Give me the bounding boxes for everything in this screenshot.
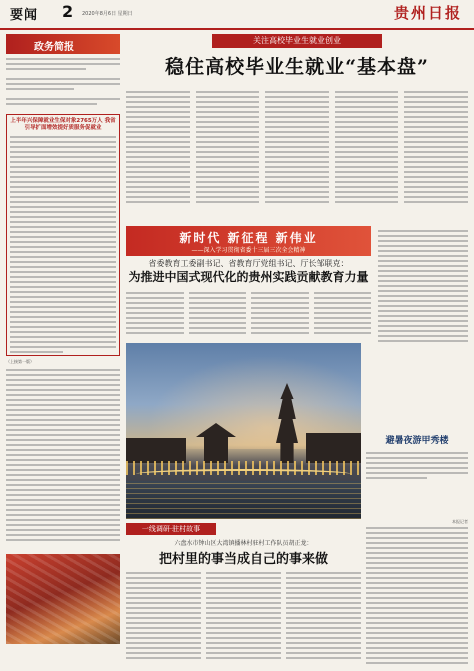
photo-caption-title: 避暑夜游甲秀楼 bbox=[385, 436, 449, 446]
page-number: 2 bbox=[62, 2, 74, 21]
feature-banner-main: 新时代 新征程 新伟业 bbox=[179, 231, 318, 245]
feature-sub-headline: 省委教育工委副书记、省教育厅党组书记、厅长邹联克： bbox=[148, 259, 349, 268]
bottom-kicker: 一线调研·驻村故事 bbox=[126, 523, 216, 535]
main-body bbox=[126, 87, 468, 205]
feature-headline: 为推进中国式现代化的贵州实践贡献教育力量 bbox=[128, 270, 369, 284]
brief-box bbox=[6, 114, 120, 356]
feature-body bbox=[126, 288, 371, 338]
bottom-headline: 把村里的事当成自己的事来做 bbox=[158, 552, 328, 567]
brief-banner: 政务简报 bbox=[6, 34, 120, 54]
river-reflection bbox=[126, 481, 361, 519]
bottom-sub-headline: 六盘水市钟山区大湾镇播林村驻村工作队员胡正龙： bbox=[174, 540, 313, 547]
main-headline: 稳住高校毕业生就业“基本盘” bbox=[165, 56, 429, 78]
bottom-right-column bbox=[366, 527, 468, 668]
paper-logo: 贵州日报 bbox=[393, 4, 462, 22]
left-caption: （上接第一版） bbox=[6, 359, 34, 364]
brief-item-3 bbox=[6, 98, 120, 108]
brief-item-2 bbox=[6, 78, 120, 94]
skyline-left bbox=[126, 438, 186, 463]
issue-date: 2020年8月6日 星期日 bbox=[82, 11, 133, 17]
bottom-body bbox=[126, 568, 361, 664]
feature-banner bbox=[126, 226, 371, 256]
photo-night-tower bbox=[126, 343, 361, 519]
section-label: 要闻 bbox=[10, 8, 39, 23]
feature-banner-sub: ——深入学习贯彻省委十三届三次全会精神 bbox=[191, 247, 306, 254]
photo-caption bbox=[366, 343, 468, 524]
skyline-right bbox=[306, 433, 361, 463]
left-body bbox=[6, 369, 120, 541]
masthead bbox=[0, 0, 474, 30]
main-kicker: 关注高校毕业生就业创业 bbox=[212, 34, 382, 48]
left-column bbox=[6, 34, 120, 664]
brief-item-1 bbox=[6, 58, 120, 74]
brief-box-title: 上半年兴保障就业生保对象2765万人 我省引导扩面增效提好质服务促就业 bbox=[10, 118, 116, 131]
main-story bbox=[126, 34, 468, 205]
left-photo-produce bbox=[6, 554, 120, 644]
feature-right-column bbox=[378, 230, 468, 345]
bridge-lights bbox=[136, 469, 351, 479]
brief-box-body bbox=[10, 136, 116, 353]
photo-credit: 本报记者 bbox=[452, 519, 468, 524]
